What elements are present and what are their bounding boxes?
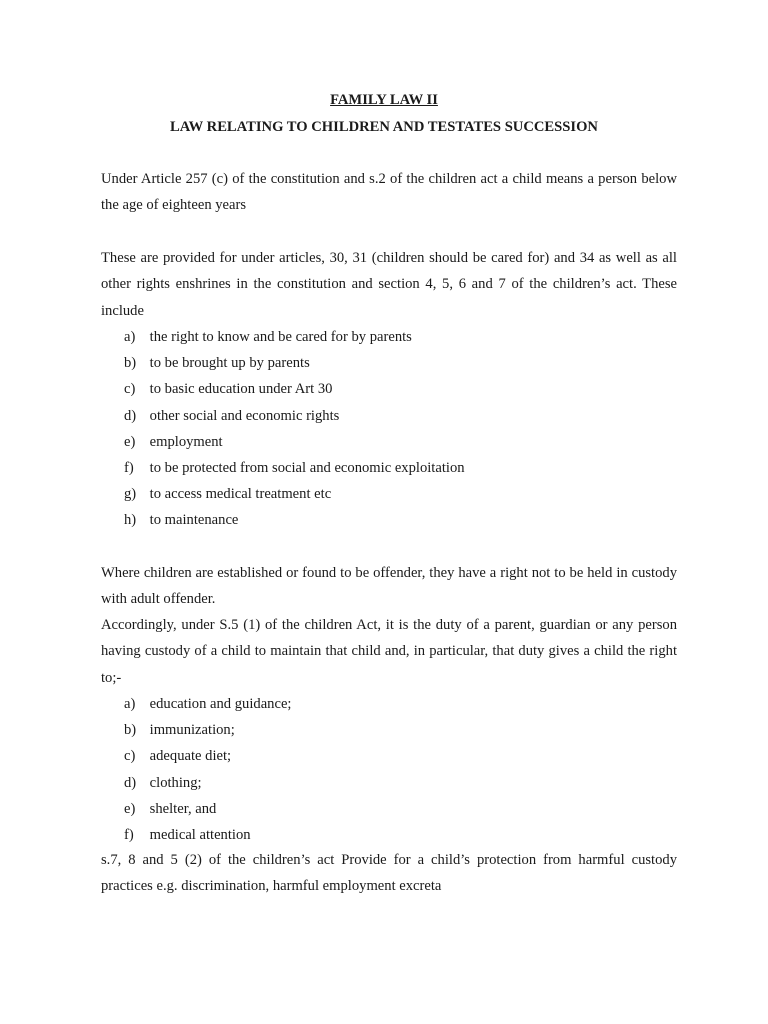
list-item-text: employment (149, 433, 223, 450)
list-item (124, 455, 465, 481)
list-marker: f) (124, 826, 134, 843)
list-marker: a) (124, 329, 136, 345)
list-item-text: immunization; (149, 722, 235, 739)
list-marker: b) (124, 355, 137, 372)
list-item-text: clothing; (149, 774, 202, 791)
list-marker: h) (124, 512, 137, 529)
list-marker: e) (124, 800, 136, 817)
list-item-text: shelter, and (149, 800, 217, 817)
list-marker: b) (124, 722, 137, 739)
list-item-text: medical attention (149, 826, 251, 843)
list-item (124, 770, 291, 796)
paragraph-protection: s.7, 8 and 5 (2) of the children’s act Provide for a child’s protection from harmful custody practices e.g. discrimination, harmful employment excreta (101, 852, 677, 895)
list-item (124, 743, 291, 769)
list-item (124, 324, 465, 350)
list-item (124, 796, 291, 822)
list-marker: d) (124, 407, 137, 424)
list-item (124, 350, 465, 376)
rights-list (124, 324, 465, 534)
list-item-text: to maintenance (149, 512, 239, 529)
list-item (124, 691, 291, 717)
document-title: FAMILY LAW II (330, 92, 438, 108)
list-item (124, 403, 465, 429)
list-item-text: the right to know and be cared for by parents (149, 329, 412, 345)
list-marker: f) (124, 459, 134, 476)
list-item-text: adequate diet; (149, 748, 232, 765)
list-item-text: to access medical treatment etc (149, 486, 332, 503)
list-marker: e) (124, 433, 136, 450)
paragraph-parental-duty: Accordingly, under S.5 (1) of the children Act, it is the duty of a parent, guardian or any person having custody of a child to maintain that child and, in particular, that duty gives a child the right to;- (101, 617, 677, 686)
list-marker: c) (124, 381, 136, 398)
duty-list (124, 691, 291, 848)
list-item (124, 822, 291, 848)
list-item-text: to be brought up by parents (149, 355, 310, 372)
paragraph-child-definition: Under Article 257 (c) of the constitution and s.2 of the children act a child means a person below the age of eighteen years (101, 171, 677, 214)
list-item (124, 376, 465, 402)
paragraph-rights-intro: These are provided for under articles, 30, 31 (children should be cared for) and 34 as well as all other rights enshrines in the constitution and section 4, 5, 6 and 7 of the children’s act. These include (101, 250, 677, 319)
list-marker: c) (124, 748, 136, 765)
list-item (124, 429, 465, 455)
document-subtitle: LAW RELATING TO CHILDREN AND TESTATES SUCCESSION (170, 119, 598, 135)
list-item-text: to basic education under Art 30 (149, 381, 333, 398)
paragraph-offenders: Where children are established or found to be offender, they have a right not to be held in custody with adult offender. (101, 565, 677, 608)
list-item-text: education and guidance; (149, 696, 292, 712)
list-marker: g) (124, 486, 137, 503)
list-item (124, 717, 291, 743)
list-marker: a) (124, 696, 136, 712)
list-marker: d) (124, 774, 137, 791)
list-item (124, 507, 465, 533)
list-item-text: other social and economic rights (149, 407, 340, 424)
list-item-text: to be protected from social and economic exploitation (149, 459, 465, 476)
list-item (124, 481, 465, 507)
